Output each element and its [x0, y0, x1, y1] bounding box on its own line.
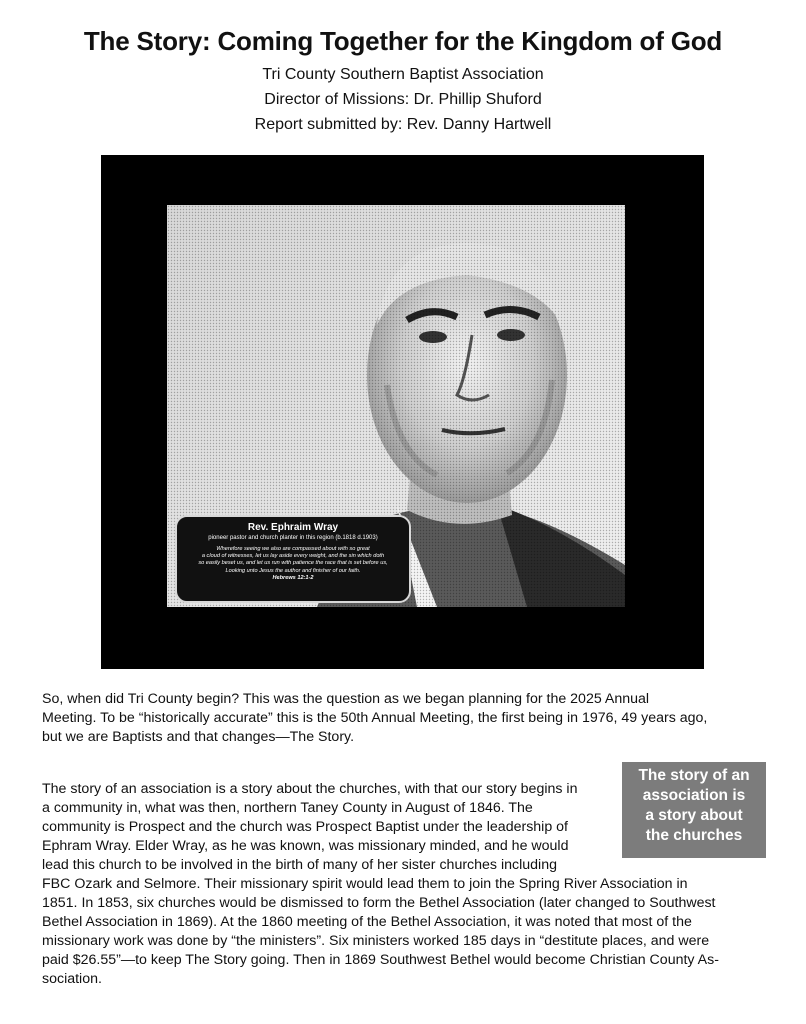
paragraph-intro	[42, 690, 772, 747]
caption-name: Rev. Ephraim Wray	[247, 522, 339, 533]
text-line: So, when did Tri County begin? This was the question as we began planning for the 2025 Annual	[42, 691, 650, 707]
text-line: Bethel Association in 1869). At the 1860 meeting of the Bethel Association, it was noted that most of the	[42, 914, 692, 930]
portrait-photo	[167, 205, 625, 607]
verse-line: so easily beset us, and let us run with patience the race that is set before us,	[198, 560, 388, 567]
verse-line: Looking unto Jesus the author and finisher of our faith.	[225, 567, 361, 574]
text-line: but we are Baptists and that changes—The Story.	[42, 729, 355, 745]
text-line: 1851. In 1853, six churches would be dismissed to form the Bethel Association (later changed to Southwest	[42, 895, 716, 911]
text-line: lead this church to be involved in the birth of many of her sister churches including	[42, 857, 557, 873]
photo-frame	[101, 155, 704, 669]
pull-quote-callout	[622, 762, 766, 858]
callout-line: the churches	[645, 827, 743, 844]
caption-role: pioneer pastor and church planter in this region (b.1818 d.1903)	[208, 535, 378, 541]
text-line: Meeting. To be “historically accurate” this is the 50th Annual Meeting, the first being in 1976, 49 years ago,	[42, 710, 708, 726]
verse-reference: Hebrews 12:1-2	[272, 574, 314, 581]
page-title: The Story: Coming Together for the Kingdom of God	[83, 26, 723, 56]
photo-caption-plaque	[175, 515, 411, 603]
text-line: paid $26.55”—to keep The Story going. Then in 1869 Southwest Bethel would become Christian County As-	[42, 952, 719, 968]
text-line: FBC Ozark and Selmore. Their missionary spirit would lead them to join the Spring River Association in	[42, 876, 688, 892]
text-line: community is Prospect and the church was Prospect Baptist under the leadership of	[42, 819, 568, 835]
text-line: The story of an association is a story about the churches, with that our story begins in	[42, 781, 578, 797]
callout-line: The story of an	[638, 767, 750, 784]
submitted-by-line: Report submitted by: Rev. Danny Hartwell	[254, 116, 552, 133]
callout-line: association is	[642, 787, 746, 804]
text-line: sociation.	[42, 971, 102, 987]
caption-verse	[183, 546, 403, 582]
text-line: Ephram Wray. Elder Wray, as he was known, was missionary minded, and he would	[42, 838, 569, 854]
verse-line: Wherefore seeing we also are compassed about with so great	[216, 546, 370, 552]
callout-line: a story about	[645, 807, 743, 824]
text-line: a community in, what was then, northern Taney County in August of 1846. The	[42, 800, 533, 816]
verse-line: a cloud of witnesses, let us lay aside every weight, and the sin which doth	[201, 553, 385, 560]
text-line: missionary work was done by “the ministers”. Six ministers worked 185 days in “destitute places, and were	[42, 933, 710, 949]
association-name: Tri County Southern Baptist Association	[262, 66, 544, 83]
director-line: Director of Missions: Dr. Phillip Shuford	[264, 91, 542, 108]
